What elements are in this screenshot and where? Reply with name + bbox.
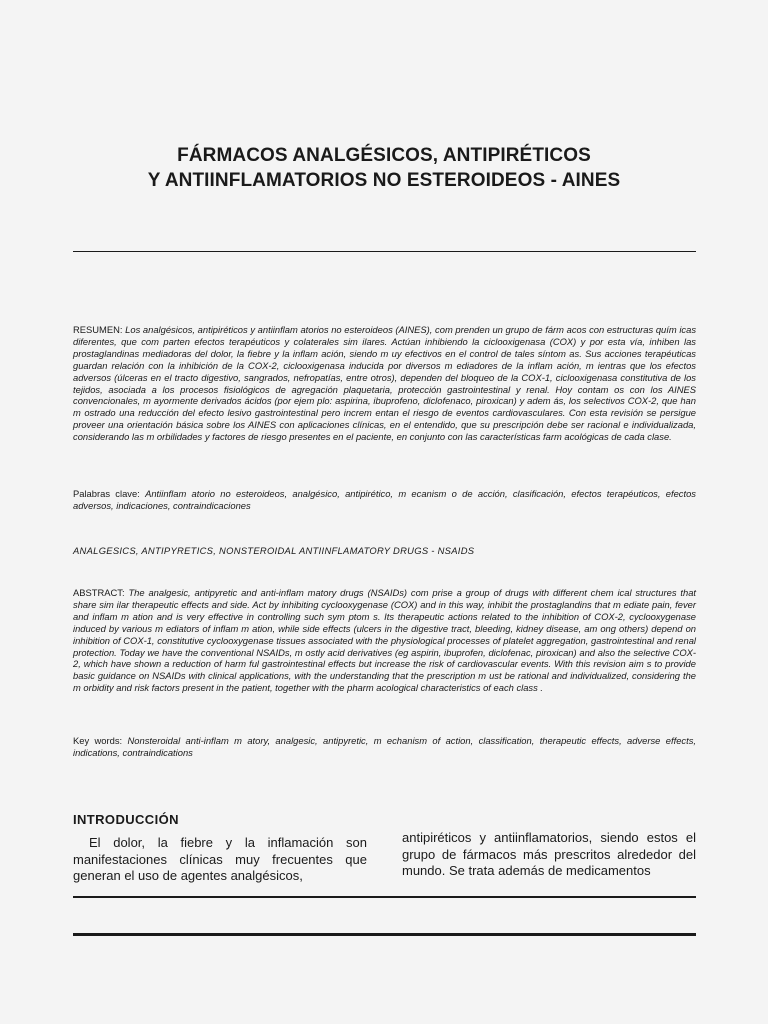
intro-left-column: El dolor, la fiebre y la inflamación son manifestaciones clínicas muy frecuentes que generan el uso de agentes analgésicos, <box>73 835 367 883</box>
title-line-1: FÁRMACOS ANALGÉSICOS, ANTIPIRÉTICOS <box>177 145 591 166</box>
section-heading-introduccion: INTRODUCCIÓN <box>73 812 179 827</box>
footer-rule-upper <box>73 896 696 898</box>
keywords-label: Key words: <box>73 735 123 746</box>
abstract-paragraph <box>73 587 696 694</box>
keywords-text: Nonsteroidal anti-inflam m atory, analgesic, antipyretic, m echanism of action, classification, therapeutic effects, adverse effects, indications, contraindications <box>73 735 696 758</box>
keywords-paragraph <box>73 735 696 759</box>
abstract-text: The analgesic, antipyretic and anti-inflam matory drugs (NSAIDs) com prise a group of drugs with different chem ical structures that share sim ilar therapeutic effects and side. Act by inhibiting cyclooxygenase (COX) and in this way, inhibit the prostaglandins that m ediate pain, fever and inflam m ation and is very effective in controlling such sym ptom s. Its therapeutic actions related to the inhibition of COX-2, cyclooxygenase induced by various m ediators of inflam m ation, while side effects (ulcers in the digestive tract, bleeding, kidney disease, am ong others) depend on inhibition of COX-1, constitutive cyclooxygenase tissues associated with the physiological processes of platelet aggregation, gastrointestinal and renal protection. Today we have the conventional NSAIDs, m ostly acid derivatives (eg aspirin, ibuprofen, diclofenac, piroxican) and also the selective COX-2, which have shown a reduction of harm ful gastrointestinal effects but increase the risk of cardiovascular events. With this revision aim s to provide basic guidance on NSAIDs with clinical applications, with the understanding that the prescription m ust be rational and individualized, considering the m orbidity and risk factors present in the patient, together with the pharm acological characteristics of each class . <box>73 587 697 694</box>
english-title: ANALGESICS, ANTIPYRETICS, NONSTEROIDAL ANTIINFLAMATORY DRUGS - NSAIDS <box>73 545 475 556</box>
footer-rule-lower <box>73 933 696 936</box>
resumen-text: Los analgésicos, antipiréticos y antiinflam atorios no esteroideos (AINES), com prenden un grupo de fárm acos con estructuras quím icas diferentes, que com parten efectos terapéuticos y colaterales sim ilares. Actúan inhibiendo la ciclooxigenasa (COX) y por esta vía, inhiben las prostaglandinas mediadoras del dolor, la fiebre y la inflam ación, siendo m uy efectivos en el control de tales síntom as. Sus acciones terapéuticas guardan relación con la inhibición de la COX-2, ciclooxigenasa inducida por diversos m ediadores de la inflam ación, m ientras que los efectos adversos (úlceras en el tracto digestivo, sangrados, nefropatías, entre otros), dependen del bloqueo de la COX-1, ciclooxigenasa constitutiva de los tejidos, asociada a los procesos fisiológicos de agregación plaquetaria, protección gastrointestinal y renal. Hoy contam os con los AINES convencionales, m ayormente derivados ácidos (por ejem plo: aspirina, ibuprofeno, diclofenaco, piroxican) y adem ás, los selectivos COX-2, que han m ostrado una reducción del efecto lesivo gastrointestinal pero increm entan el riesgo de eventos cardiovasculares. Con esta revisión se persigue proveer una orientación básica sobre los AINES con aplicaciones clínicas, en el entendido, que su prescripción debe ser racional e individualizada, considerando las m orbilidades y factores de riesgo presentes en el paciente, en conjunto con las características farm acológicas de cada clase. <box>73 324 697 443</box>
article-title <box>0 143 768 193</box>
palabras-clave-text: Antiinflam atorio no esteroideos, analgésico, antipirético, m ecanism o de acción, clasificación, efectos terapéuticos, efectos adversos, indicaciones, contraindicaciones <box>73 488 696 511</box>
resumen-paragraph <box>73 324 696 443</box>
palabras-clave-paragraph <box>73 488 696 512</box>
title-divider <box>73 251 696 252</box>
title-line-2: Y ANTIINFLAMATORIOS NO ESTEROIDEOS - AINES <box>147 170 621 191</box>
abstract-label: ABSTRACT: <box>73 587 125 598</box>
palabras-clave-label: Palabras clave: <box>73 488 140 499</box>
intro-right-column: antipiréticos y antiinflamatorios, siendo estos el grupo de fármacos más prescritos alrededor del mundo. Se trata además de medicamentos <box>402 830 696 878</box>
resumen-label: RESUMEN: <box>73 324 123 335</box>
